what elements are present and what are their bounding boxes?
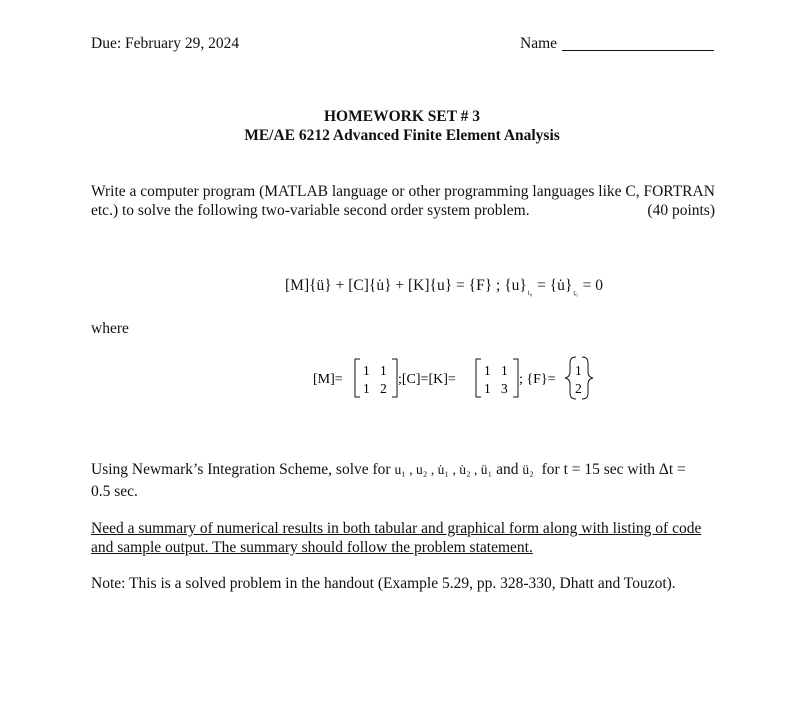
ck-cell-12: 1 [501, 363, 508, 378]
m-matrix-label: [M]= [313, 372, 343, 387]
m-cell-11: 1 [363, 363, 370, 378]
m-cell-22: 2 [380, 381, 387, 396]
due-date: Due: February 29, 2024 [91, 35, 240, 52]
newmark-variables: u₁ , u₂ , u̇₁ , u̇₂ , ü₁ [394, 462, 493, 477]
equation-subscript-1: t₀ [527, 289, 533, 297]
f-cell-1: 1 [575, 363, 582, 378]
newmark-condition: t = 15 sec with Δt = [563, 461, 686, 478]
m-right-bracket [392, 359, 397, 397]
ck-cell-22: 3 [501, 381, 508, 396]
ck-cell-21: 1 [484, 381, 491, 396]
newmark-for: for [541, 461, 560, 478]
newmark-text: Using Newmark’s Integration Scheme, solve for [91, 461, 391, 478]
newmark-last-variable: ü₂ [522, 462, 534, 477]
f-vector-label: ; {F}= [519, 372, 556, 387]
ck-right-bracket [513, 359, 518, 397]
matrix-definitions [300, 350, 620, 406]
problem-text-line2: etc.) to solve the following two-variable second order system problem. [91, 202, 530, 219]
homework-title: HOMEWORK SET # 3 [323, 108, 481, 125]
name-label: Name [520, 35, 558, 52]
ck-left-bracket [476, 359, 481, 397]
equation-mid: = {u̇} [533, 277, 573, 294]
course-title: ME/AE 6212 Advanced Finite Element Analysis [244, 127, 560, 144]
where-label: where [91, 320, 129, 337]
equation-end: = 0 [578, 277, 603, 294]
note-text: Note: This is a solved problem in the handout (Example 5.29, pp. 328-330, Dhatt and Touzot). [91, 575, 676, 592]
f-right-brace [582, 357, 593, 399]
m-cell-12: 1 [380, 363, 387, 378]
equation-subscript-2: t₀ [573, 289, 578, 297]
points-label: (40 points) [647, 202, 715, 219]
newmark-and: and [496, 461, 519, 478]
requirement-line2: and sample output. The summary should follow the problem statement. [91, 539, 533, 556]
governing-equation [285, 276, 603, 298]
ck-matrix-label: ;[C]=[K]= [398, 372, 456, 387]
problem-text-line1: Write a computer program (MATLAB language or other programming languages like C, FORTRAN [91, 183, 715, 200]
f-cell-2: 2 [575, 381, 582, 396]
newmark-instruction [91, 460, 686, 480]
m-cell-21: 1 [363, 381, 370, 396]
requirement-line1: Need a summary of numerical results in both tabular and graphical form along with listing of code [91, 520, 702, 537]
name-blank-line [562, 50, 714, 51]
equation-main: [M]{ü} + [C]{u̇} + [K]{u} = {F} ; {u} [285, 277, 527, 294]
m-left-bracket [355, 359, 360, 397]
ck-cell-11: 1 [484, 363, 491, 378]
newmark-timestep: 0.5 sec. [91, 483, 138, 500]
